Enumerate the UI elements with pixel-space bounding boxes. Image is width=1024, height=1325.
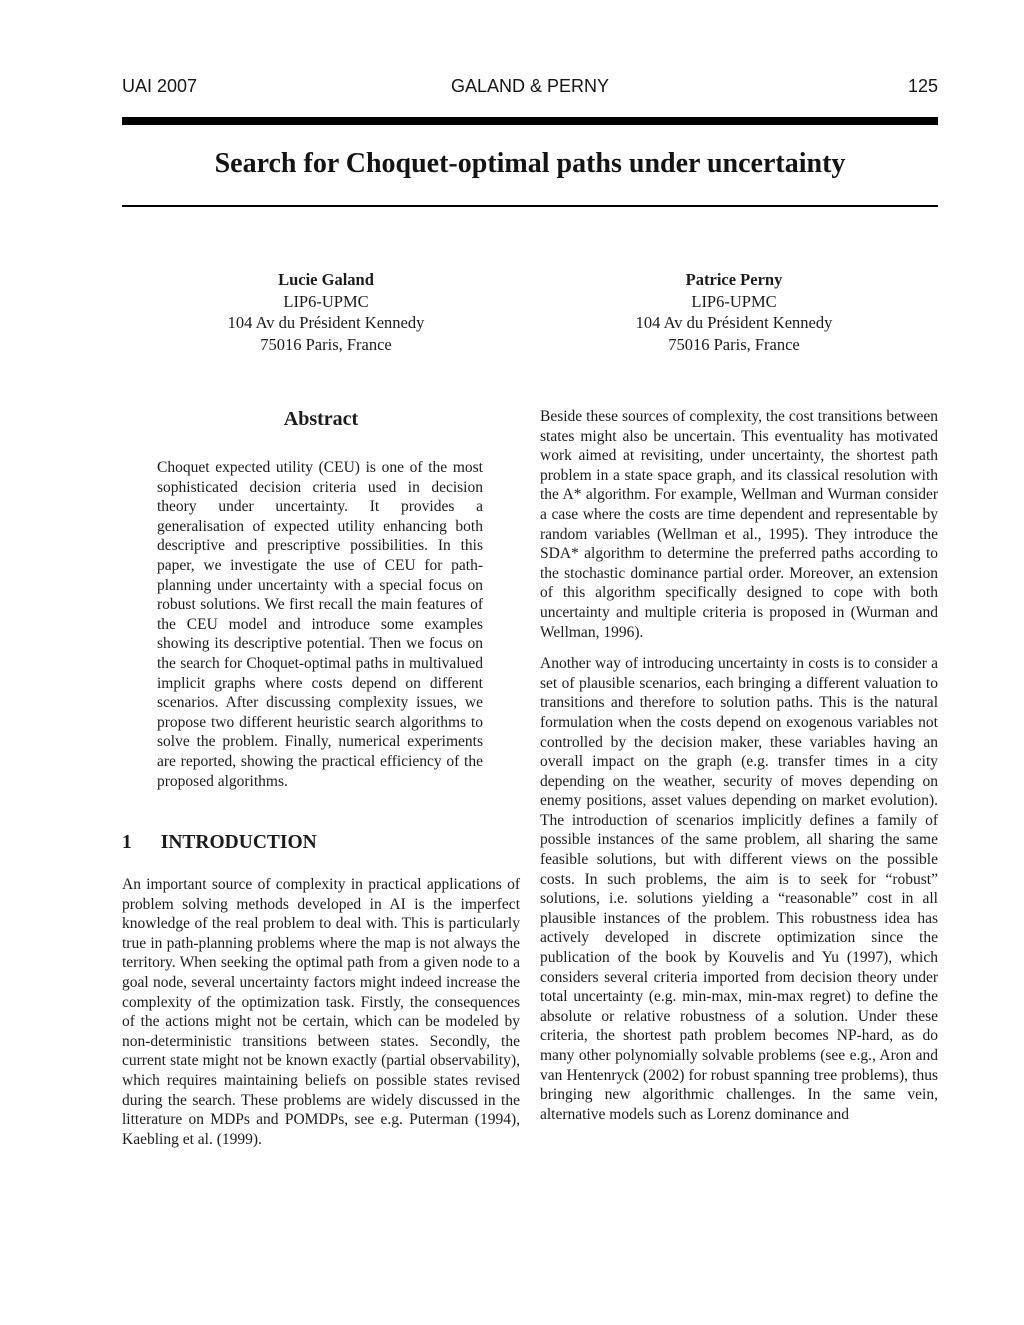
paper-title: Search for Choquet-optimal paths under uncertainty — [214, 148, 846, 179]
author-address-city: 75016 Paris, France — [260, 334, 392, 354]
header-running-title: GALAND & PERNY — [450, 76, 610, 96]
abstract-text: Choquet expected utility (CEU) is one of the most sophisticated decision criteria used in decision theory under uncertainty. It provides a generalisation of expected utility enhancing both descriptive and prescriptive possibilities. In this paper, we investigate the use of CEU for path-planning under uncertainty with a special focus on robust solutions. We first recall the main features of the CEU model and introduce some examples showing its descriptive potential. Then we focus on the search for Choquet-optimal paths in multivalued implicit graphs where costs depend on different scenarios. After discussing complexity issues, we propose two different heuristic search algorithms to solve the problem. Finally, numerical experiments are reported, showing the practical efficiency of the proposed algorithms. — [157, 459, 483, 790]
author-right — [530, 269, 938, 355]
header-conference-label: UAI 2007 — [122, 76, 198, 96]
author-affiliation: LIP6-UPMC — [283, 291, 369, 311]
introduction-paragraph-2: Beside these sources of complexity, the cost transitions between states might also be uncertain. This eventuality has motivated work aimed at revisiting, under uncertainty, the shortest path problem in a state space graph, and its classical resolution with the A* algorithm. For example, Wellman and Wurman consider a case where the costs are time dependent and representable by random variables (Wellman et al., 1995). They introduce the SDA* algorithm to determine the preferred paths according to the stochastic dominance partial order. Moreover, an extension of this algorithm specifically designed to cope with both uncertainty and multiple criteria is proposed in (Wurman and Wellman, 1996). — [540, 408, 938, 641]
author-affiliation: LIP6-UPMC — [691, 291, 777, 311]
title-rule-top — [122, 117, 938, 125]
running-header — [122, 76, 938, 97]
right-column — [540, 407, 938, 1149]
author-block — [122, 269, 938, 355]
section-heading-introduction — [122, 831, 520, 855]
author-address-city: 75016 Paris, France — [668, 334, 800, 354]
introduction-paragraph-1: An important source of complexity in practical applications of problem solving methods developed in AI is the imperfect knowledge of the real problem to deal with. This is particularly true in path-planning problems where the map is not always the territory. When seeking the optimal path from a given node to a goal node, several uncertainty factors might indeed increase the complexity of the optimization task. Firstly, the consequences of the actions might not be certain, which can be modeled by non-deterministic transitions between states. Secondly, the current state might not be known exactly (partial observability), which requires maintaining beliefs on possible states revised during the search. These problems are widely discussed in the litterature on MDPs and POMDPs, see e.g. Puterman (1994), Kaebling et al. (1999). — [122, 876, 520, 1148]
section-title: INTRODUCTION — [160, 832, 317, 854]
author-address-street: 104 Av du Président Kennedy — [227, 313, 425, 332]
two-column-body — [122, 407, 938, 1149]
abstract-heading: Abstract — [283, 408, 359, 430]
author-name: Lucie Galand — [278, 270, 374, 289]
page-content — [122, 0, 938, 1149]
title-rule-bottom — [122, 205, 938, 207]
left-column — [122, 407, 520, 1149]
author-left — [122, 269, 530, 355]
header-page-number: 125 — [907, 76, 938, 96]
author-name: Patrice Perny — [685, 270, 783, 289]
introduction-paragraph-3: Another way of introducing uncertainty in costs is to consider a set of plausible scenarios, each bringing a different valuation to transitions and therefore to solution paths. This is the natural formulation when the costs depend on exogenous variables not controlled by the decision maker, these variables having an overall impact on the graph (e.g. transfer times in a city depending on the weather, security of moves depending on enemy positions, asset values depending on market evolution). The introduction of scenarios implicitly defines a family of possible instances of the same problem, all sharing the same feasible solutions, but with different views on the possible costs. In such problems, the aim is to seek for “robust” solutions, i.e. solutions yielding a “reasonable” cost in all plausible instances of the problem. This robustness idea has actively developed in discrete optimization since the publication of the book by Kouvelis and Yu (1997), which considers several criteria imported from decision theory under total uncertainty (e.g. min-max, min-max regret) to define the absolute or relative robustness of a solution. Under these criteria, the shortest path problem becomes NP-hard, as do many other polynomially solvable problems (see e.g., Aron and van Hentenryck (2002) for robust spanning tree problems), thus bringing new algorithmic challenges. In the same vein, alternative models such as Lorenz dominance and — [540, 655, 938, 1123]
section-number: 1 — [122, 832, 132, 854]
author-address-street: 104 Av du Président Kennedy — [635, 313, 833, 332]
